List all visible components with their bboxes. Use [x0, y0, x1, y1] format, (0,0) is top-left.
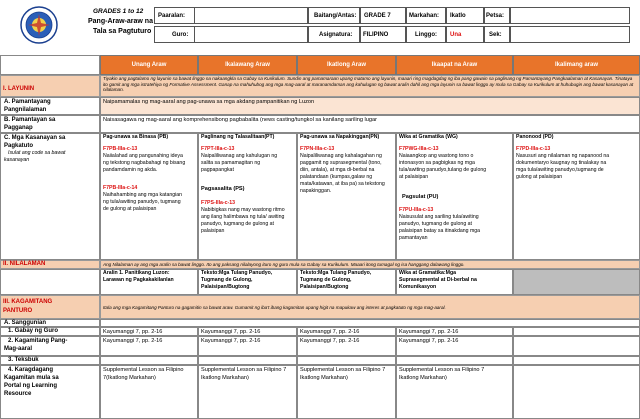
kasanayan-col2-body2-l2: ang ilang halimbawa ng tula/ awiting [201, 214, 285, 220]
kasanayan-col2-head: Paglinang ng Talasalitaan(PT) [201, 134, 275, 140]
kasanayan-col4-body2-l2: panudyo, tugmang de gulong at [399, 221, 472, 227]
pangnilalaman-label-b: Pangnilalaman [4, 107, 47, 113]
kasanayan-col3-body1-l6: napakinggan. [300, 188, 332, 194]
kasanayan-col3-body1-l1: Naipaliliwanag ang kahalagahan ng [300, 153, 382, 159]
kasanayan-col5-body1-l2: dokumentaryo kaugnay ng tinalakay na [516, 160, 607, 166]
nilalaman-col3-l1: Teksto:Mga Tulang Panudyo, [300, 270, 372, 276]
kasanayan-note-2: kasanayan [4, 157, 30, 163]
kasanayan-col4-body1-l3: tula/awiting panudyo,tulang de gulong [399, 167, 487, 173]
nilalaman-col2-l3: Palaisipan/Bugtong [201, 284, 250, 290]
kasanayan-col4-code1: F7PWG-IIIa-c-13 [399, 146, 439, 152]
pangnilalaman-text: Naipamamalas ng mag-aaral ang pag-unawa sa mga akdang pampanitikan ng Luzon [103, 99, 315, 105]
kasanayan-col4-body1-l2: intonasyon sa pagbigkas ng mga [399, 160, 475, 166]
day-header-4: Ikaapat na Araw [396, 55, 513, 75]
kasanayan-col2-sub: Pagsasalita (PS) [201, 186, 245, 192]
paaralan-field[interactable] [194, 7, 308, 24]
nilalaman-label: II. NILALAMAN [3, 261, 46, 267]
kasanayan-col4-body2-l1: Naisusulat ang sariling tula/awiting [399, 214, 479, 220]
pangnilalaman-label-a: A. Pamantayang [4, 99, 51, 105]
pagganap-label-a: B. Pamantayan sa [4, 117, 56, 123]
nilalaman-col2-l2: Tugmang de Gulong, [201, 277, 253, 283]
nilalaman-col3-l2: Tugmang de Gulong, [300, 277, 352, 283]
sanggunian-label: A. Sanggunian [4, 320, 46, 326]
layunin-label: I. LAYUNIN [3, 86, 35, 92]
kasanayan-col3-code1: F7PN-IIIa-c-13 [300, 146, 335, 152]
kasanayan-col2-code2: F7PS-IIIa-c-13 [201, 200, 236, 206]
nilalaman-col1-l1: Aralin 1. Panitikang Luzon: [103, 270, 170, 276]
magaaral-value-3: Kayumanggi 7, pp. 2-16 [300, 338, 360, 344]
markahan-value: Ikatlo [450, 13, 466, 19]
dll-title-2: Tala sa Pagtuturo [93, 28, 152, 35]
day-header-3: Ikatlong Araw [297, 55, 396, 75]
nilalaman-col4-l1: Wika at Gramatika:Mga [399, 270, 457, 276]
portal-label-d: Resource [4, 391, 32, 397]
day-header-5: Ikalimang araw [513, 55, 640, 75]
kasanayan-label-b: Pagkatuto [4, 143, 34, 149]
nilalaman-col5-empty [513, 269, 640, 295]
paaralan-label: Paaralan: [158, 13, 186, 19]
pagganap-label-b: Pagganap [4, 125, 33, 131]
gabay-value-4: Kayumanggi 7, pp. 2-16 [399, 328, 459, 335]
linggo-label: Linggo: [415, 32, 437, 38]
kasanayan-col4-code2: F7PU-IIIa-c-13 [399, 207, 434, 213]
kasanayan-label-a: C. Mga Kasanayan sa [4, 135, 66, 141]
nilalaman-col4-l2: Suprasegmental at Di-berbal na [399, 277, 477, 283]
grade-line: GRADES 1 to 12 [93, 8, 144, 15]
day-header-1: Unang Araw [100, 55, 198, 75]
magaaral-value-4: Kayumanggi 7, pp. 2-16 [399, 338, 459, 344]
kagamitan-label-a: III. KAGAMITANG [3, 299, 53, 305]
kasanayan-col2-body1-l1: Naipaliliwanag ang kahulugan ng [201, 153, 278, 159]
guro-field[interactable] [194, 26, 308, 43]
kasanayan-col2-body2-l4: palaisipan [201, 228, 225, 234]
kasanayan-col5-body1-l4: gulong at palaisipan [516, 174, 563, 180]
teksbuk-label: 3. Teksbuk [8, 357, 39, 363]
kasanayan-col1-head: Pag-unawa sa Binasa (PB) [103, 134, 169, 140]
magaaral-label-b: Mag-aaral [4, 346, 33, 352]
gabay-label: 1. Gabay ng Guro [8, 328, 59, 334]
gabay-value-2: Kayumanggi 7, pp. 2-16 [201, 328, 261, 335]
kasanayan-col5-body1-l3: mga tula/awiting panudyo,tugmang de [516, 167, 604, 173]
portal-label-c: Portal ng Learning [4, 383, 58, 389]
kasanayan-col3-head: Pag-unawa sa Napakinggan(PN) [300, 134, 380, 140]
guro-label: Guro: [172, 32, 189, 38]
kasanayan-col3-body1-l3: diin, antala), at mga di-berbal na [300, 167, 375, 173]
asignatura-label: Asignatura: [319, 32, 353, 38]
nilalaman-col2-l1: Teksto:Mga Tulang Panudyo, [201, 270, 273, 276]
portal-value-1-l2: 7(Ikatlong Markahan) [103, 375, 156, 381]
kasanayan-col5-code1: F7PD-IIIa-c-13 [516, 146, 551, 152]
portal-value-2-l2: Ikatlong Markahan) [201, 375, 249, 381]
kasanayan-note-1: Isulat ang code sa bawat [8, 150, 66, 156]
pagganap-text: Naisasagawa ng mag-aaral ang komprehensibong pagbabalita (news casting/tungkol sa kanilang sariling lugar [103, 117, 377, 123]
kasanayan-col5-head: Panonood (PD) [516, 134, 554, 140]
kasanayan-col4-body1-l1: Naiaangkop ang wastong tono o [399, 153, 474, 159]
kasanayan-col2-code1: F7PT-IIIa-c-13 [201, 146, 235, 152]
kasanayan-col4-sub: Pagsulat (PU) [402, 194, 439, 200]
nilalaman-text: Ang Nilalaman ay ang mga aralin sa bawat linggo. Ito ang paksang nilalayong ituro ng guro mula sa Gabay sa Kurikulum. Maaari itong tumagal ng isa hanggang dalawang linggo. [103, 261, 465, 267]
kasanayan-col4-body2-l4: pamantayan [399, 235, 428, 241]
baitang-value: GRADE 7 [364, 13, 391, 19]
magaaral-label-a: 2. Kagamitang Pang- [8, 338, 68, 344]
kasanayan-col3-body1-l4: palatandaan (kumpas,galaw ng [300, 174, 373, 180]
kasanayan-col2-body2-l1: Nabibigkas nang may wastong ritmo [201, 207, 285, 213]
kasanayan-col1-code2: F7PB-IIIa-c-14 [103, 185, 138, 191]
baitang-label: Baitang/Antas: [314, 13, 357, 19]
kasanayan-col3-body1-l2: paggamit ng suprasegmental (tono, [300, 160, 382, 166]
magaaral-value-2: Kayumanggi 7, pp. 2-16 [201, 338, 261, 344]
portal-value-3-l2: Ikatlong Markahan) [300, 375, 348, 381]
layunin-text: Tiyakin ang pagtalamo ng layunin sa bawat linggo na nakaangkla sa Gabay sa Kurikulum. Sundin ang pamamaraan upang matamo ang layunin, maaari ring magdagdag ng iba pang gawain sa paglinang ng Pamantayang Pangkaalaman at Kasanayan. Tinataya ito gamit ang mga istratehiya ng Formative Assessment. Ganap na mahuhubog ang mga mag-aaral at maranamdaman ang kahulugan ng bawat aralin dahil ang mga layunin sa bawat linggo ay mula sa Gabay sa Kurikulum at huhubugin ang bawat kasanayan at nilalaman. [103, 76, 634, 92]
linggo-value: Una [450, 32, 462, 38]
kasanayan-col1-code1: F7PB-IIIa-c-13 [103, 146, 138, 152]
kasanayan-col3-body1-l5: mata/katawan, at iba pa) sa tekstong [300, 181, 385, 187]
portal-value-4-l2: Ikatlong Markahan) [399, 375, 447, 381]
markahan-label: Markahan: [409, 13, 440, 19]
magaaral-value-1: Kayumanggi 7, pp. 2-16 [103, 338, 163, 344]
nilalaman-col4-l3: Komunikasyon [399, 284, 437, 290]
kasanayan-col2-body1-l2: salita sa pamamagitan ng [201, 160, 261, 166]
nilalaman-col1-l2: Larawan ng Pagkakakilanlan [103, 277, 174, 283]
kasanayan-col1-body1-l3: pandamdamin ng akda. [103, 167, 158, 173]
petsa-label: Petsa: [486, 13, 505, 19]
dll-title-1: Pang-Araw-araw na [88, 18, 153, 25]
kasanayan-col1-body2-l1: Naihahambing ang mga katangian [103, 192, 183, 198]
petsa-field[interactable] [510, 7, 630, 24]
portal-label-a: 4. Karagdagang [8, 367, 54, 373]
kasanayan-col1-body1-l1: Naiialahad ang pangunahing ideya [103, 153, 183, 159]
portal-label-b: Kagamitan mula sa [4, 375, 59, 381]
kasanayan-col4-body2-l3: palaisipan batay sa itinakdang mga [399, 228, 481, 234]
kagamitan-label-b: PANTURO [3, 308, 33, 314]
portal-value-4-l1: Supplemental Lesson sa Filipino 7 [399, 367, 485, 373]
kasanayan-col2-body1-l3: pagpapangkat [201, 167, 234, 173]
day-header-2: Ikalawang Araw [198, 55, 297, 75]
gabay-value-3: Kayumanggi 7, pp. 2-16 [300, 328, 360, 335]
kasanayan-col5-body1-l1: Nasusuri ang nilalaman ng napanood na [516, 153, 610, 159]
kasanayan-col2-body2-l3: panudyo, tugmang de gulong at [201, 221, 274, 227]
kasanayan-col1-body2-l2: ng tula/awiting panudyo, tugmang [103, 199, 181, 205]
portal-value-3-l1: Supplemental Lesson sa Filipino 7 [300, 367, 386, 373]
kasanayan-col4-body1-l4: at palaisipan [399, 174, 429, 180]
portal-value-2-l1: Supplemental Lesson sa Filipino 7 [201, 367, 287, 373]
nilalaman-col3-l3: Palaisipan/Bugtong [300, 284, 349, 290]
sek-field[interactable] [510, 26, 630, 43]
deped-seal-icon [20, 6, 58, 44]
gabay-value-1: Kayumanggi 7, pp. 2-16 [103, 328, 163, 335]
kasanayan-col1-body1-l2: ng tekstong nagbabahagi ng bisang [103, 160, 186, 166]
kagamitan-text: Itala ang mga Kagamitang Panturo na gagamitin sa bawat araw. Gumamit ng iba't ibang kagamitan upang higit na mapukaw ang interes at pagkatuto ng mga mag-aaral. [103, 305, 446, 310]
asignatura-value: FILIPINO [363, 32, 389, 38]
portal-value-1-l1: Supplemental Lesson sa Filipino [103, 367, 184, 373]
kasanayan-col1-body2-l3: de gulong at palaisipan [103, 206, 157, 212]
kasanayan-col4-head: Wika at Gramatika (WG) [399, 134, 458, 140]
sek-label: Sek: [489, 32, 502, 38]
